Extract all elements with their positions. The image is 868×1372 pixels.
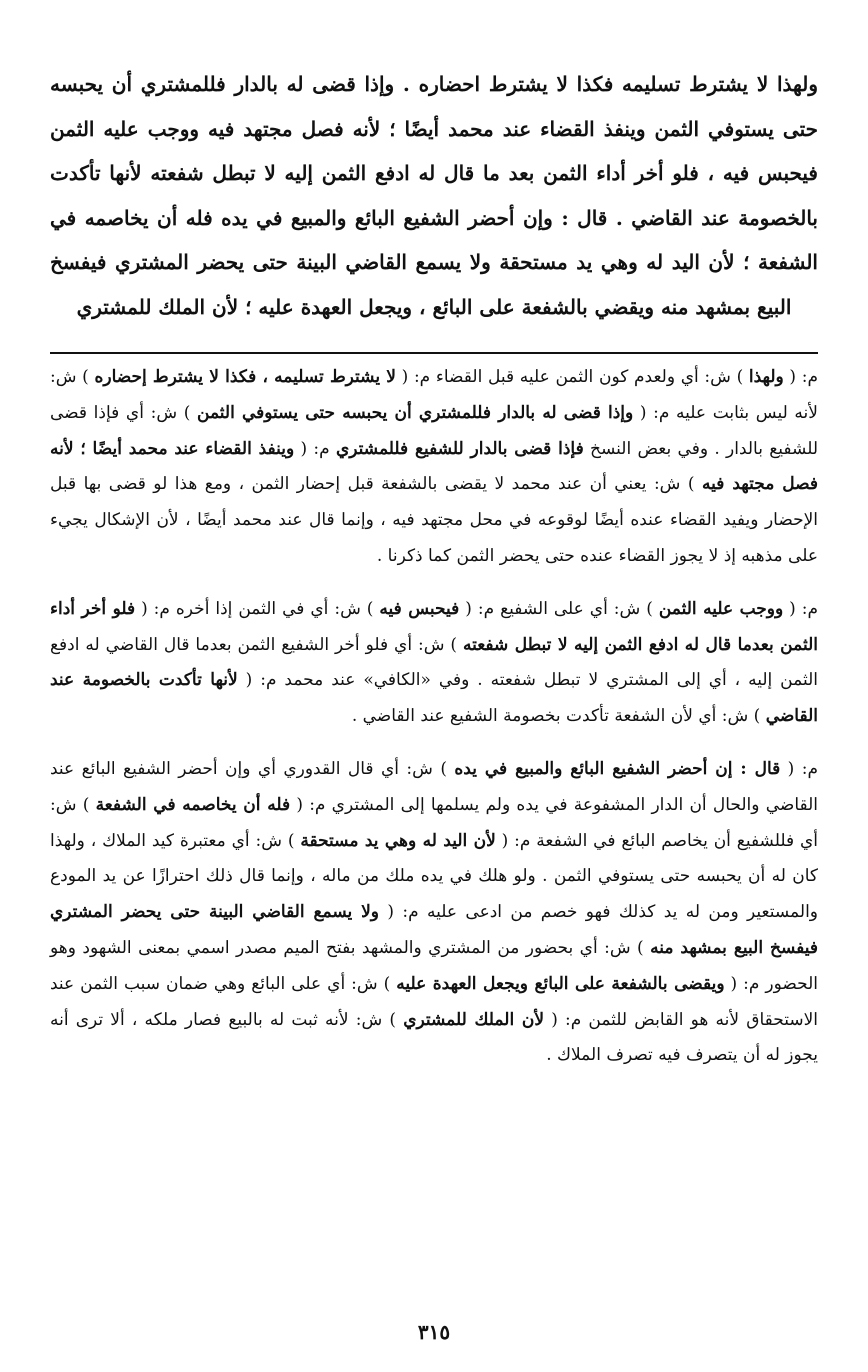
commentary-text: م: ( (294, 438, 336, 459)
commentary-text: ) ش: يعني أن عند محمد لا يقضى بالشفعة قبل إحضار الثمن ، ومع هذا لو قضى بها قبل الإحضار ويفيد القضاء عنده أيضًا لوقوعه في محل مجتهد فيه ، وإنما قال عند محمد أيضًا ، لأن الإشكال يجيء على مذهبه إذ لا يجوز القضاء عنده حتى يحضر الثمن كما ذكرنا . (50, 474, 818, 566)
quoted-main-text: ويقضى بالشفعة على البائع ويجعل العهدة عليه (396, 973, 725, 994)
commentary-text: ) ش: أي فإذا قضى للشفيع بالدار . وفي بعض النسخ (50, 402, 818, 459)
commentary-text: م: ( (780, 758, 818, 779)
main-text: ولهذا لا يشترط تسليمه فكذا لا يشترط احضاره . وإذا قضى له بالدار فللمشتري أن يحبسه حتى يستوفي الثمن وينفذ القضاء عند محمد أيضًا ؛ لأنه فصل مجتهد فيه ووجب عليه الثمن فيحبس فيه ، فلو أخر أداء الثمن بعد ما قال له ادفع الثمن إليه لا تبطل شفعته لأنها تأكدت بالخصومة عند القاضي . قال : وإن أحضر الشفيع البائع والمبيع في يده فله أن يخاصمه في الشفعة ؛ لأن اليد له وهي يد مستحقة ولا يسمع القاضي البينة حتى يحضر المشتري فيفسخ البيع بمشهد منه ويقضي بالشفعة على البائع ، ويجعل العهدة عليه ؛ لأن الملك للمشتري (50, 72, 818, 319)
commentary-paragraph (50, 360, 818, 575)
commentary-text: ) ش: أي على البائع وهي ضمان سبب الثمن عند الاستحقاق لأنه هو القابض للثمن م: ( (50, 973, 818, 1030)
quoted-main-text: ولهذا (748, 367, 784, 387)
quoted-main-text: وإذا قضى له بالدار فللمشتري أن يحبسه حتى يستوفي الثمن (197, 402, 634, 423)
commentary-text: ) ش: لأنه ثبت له بالبيع فصار ملكه ، ألا ترى أنه يجوز له أن يتصرف فيه تصرف الملاك . (50, 1009, 818, 1066)
commentary-text: ) ش: أي ولعدم كون الثمن عليه قبل القضاء م: ( (395, 367, 749, 387)
commentary-text: ) ش: أي لأن الشفعة تأكدت بخصومة الشفيع عند القاضي . (351, 706, 766, 727)
quoted-main-text: ولا يسمع القاضي البينة حتى يحضر المشتري فيفسخ البيع بمشهد منه (50, 902, 819, 958)
quoted-main-text: وينفذ القضاء عند محمد أيضًا ؛ لأنه فصل مجتهد فيه (50, 438, 819, 495)
quoted-main-text: فإذا قضى بالدار للشفيع فللمشتري (335, 438, 584, 459)
quoted-main-text: فيحبس فيه (379, 598, 460, 619)
commentary-paragraph (50, 592, 818, 735)
commentary-text: ) ش: أي فللشفيع أن يخاصم البائع في الشفعة م: ( (50, 794, 818, 851)
commentary-text: م: ( (783, 367, 818, 387)
commentary-text: ) ش: أي قال القدوري أي وإن أحضر الشفيع البائع عند القاضي والحال أن الدار المشفوعة في يده ولم يسلمها إلى المشتري م: ( (50, 758, 818, 815)
commentary-text: ) ش: أي فلو أخر الشفيع الثمن بعدما قال القاضي له ادفع الثمن إليه ، أي إلى المشتري لا تبطل شفعته . وفي «الكافي» عند محمد م: ( (50, 634, 818, 691)
commentary-text: ) ش: لأنه ليس بثابت عليه م: ( (50, 367, 818, 423)
commentary-text: م: ( (783, 598, 819, 619)
commentary-text: ) ش: أي بحضور من المشتري والمشهد بفتح الميم مصدر اسمي بمعنى الشهود وهو الحضور م: ( (50, 937, 818, 994)
commentary-text: ) ش: أي في الثمن إذا أخره م: ( (135, 598, 380, 619)
quoted-main-text: لأن اليد له وهي يد مستحقة (300, 830, 496, 851)
page-number: ٣١٥ (417, 1320, 451, 1344)
quoted-main-text: فلو أخر أداء الثمن بعدما قال له ادفع الثمن إليه لا تبطل شفعته (50, 598, 818, 655)
quoted-main-text: فله أن يخاصمه في الشفعة (95, 794, 291, 815)
commentary-paragraph (50, 752, 818, 1074)
quoted-main-text: لأن الملك للمشتري (403, 1009, 545, 1030)
commentary-section (50, 360, 818, 1074)
separator-rule (50, 352, 818, 354)
quoted-main-text: لأنها تأكدت بالخصومة عند القاضي (50, 670, 818, 727)
commentary-text: ) ش: أي معتبرة كيد الملاك ، ولهذا كان له أن يحبسه حتى يستوفي الثمن . ولو هلك في يده ملك من ماله ، وإنما قال ذلك احترازًا عن يد المودع والمستعير ومن له يد كذلك فهو خصم من ادعى عليه م: ( (50, 830, 818, 923)
commentary-text: ) ش: أي على الشفيع م: ( (459, 598, 659, 619)
quoted-main-text: لا يشترط تسليمه ، فكذا لا يشترط إحضاره (94, 367, 396, 387)
quoted-main-text: ووجب عليه الثمن (658, 598, 784, 619)
quoted-main-text: قال : إن أحضر الشفيع البائع والمبيع في يده (454, 758, 781, 779)
